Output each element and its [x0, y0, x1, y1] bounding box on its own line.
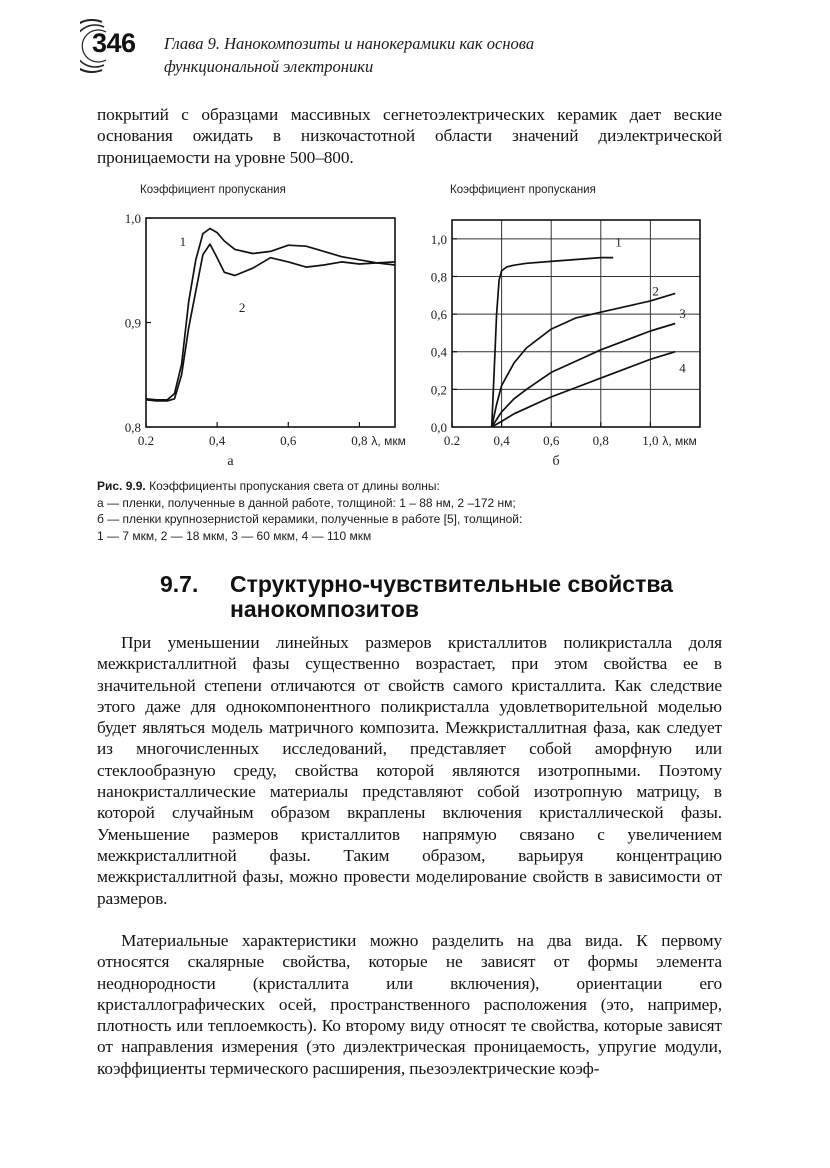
chapter-title-line2: функциональной электроники [164, 57, 374, 76]
chart-b-ytick-label: 0,6 [430, 307, 447, 323]
figure-caption [97, 478, 737, 544]
chart-b-ylabel: Коэффициент пропускания [450, 184, 596, 196]
section-title-line2: нанокомпозитов [230, 596, 419, 622]
chart-a-xtick-label: 0,4 [209, 433, 226, 448]
chart-a-series-1-line [146, 229, 395, 400]
chart-b-series-label-1: 1 [615, 234, 622, 250]
chart-a-ytick-label: 0,8 [124, 420, 141, 435]
chart-a-ytick-label: 1,0 [124, 211, 141, 226]
body-paragraph-2: Материальные характеристики можно разделить на два вида. К первому относятся скалярные свойства, которые не зависят от формы элемента неоднородности (кристаллита или включения), ориентации его кристаллографических осей, пространственного расположения (это, например, плотность или теплоемкость). Ко второму виду относят те свойства, которые зависят от направления измерения (это диэлектрическая проницаемость, упругие модули, коэффициенты термического расширения, пьезоэлектрические коэф- [97, 931, 722, 1078]
chart-a-frame [146, 218, 395, 427]
chart-b-xtick-label: 0,4 [493, 433, 510, 448]
chart-b-ytick-label: 0,0 [430, 420, 447, 435]
chart-a-series-label-1: 1 [179, 234, 187, 250]
caption-line-a: а — пленки, полученные в данной работе, толщиной: 1 – 88 нм, 2 –172 нм; [97, 495, 516, 510]
chart-a-xlabel: λ, мкм [371, 434, 406, 448]
chart-a-series-2-line [146, 244, 395, 401]
chart-b-series-1-line [492, 258, 614, 427]
chart-a-ylabel: Коэффициент пропускания [140, 184, 286, 196]
chart-a-xtick-label: 0,6 [280, 433, 297, 448]
chart-b-ytick-label: 1,0 [430, 231, 447, 247]
chart-b-panel-label: б [552, 454, 560, 469]
chapter-title-line1: Глава 9. Нанокомпозиты и нанокерамики как основа [164, 34, 535, 53]
chart-b-series-label-4: 4 [679, 360, 686, 376]
caption-line-b1: б — пленки крупнозернистой керамики, полученные в работе [5], толщиной: [97, 512, 523, 526]
chart-b-xtick-label: 0,8 [592, 433, 609, 448]
intro-paragraph: покрытий с образцами массивных сегнетоэлектрических керамик дает веские основания ожидать в низкочастотной области значений диэлектрической проницаемости на уровне 500–800. [97, 105, 722, 167]
figure-charts [0, 190, 830, 480]
chart-a-xtick-label: 0,8 [351, 433, 368, 448]
caption-title-line [97, 478, 737, 495]
chart-b-xtick-label: 0.2 [443, 433, 461, 448]
chart-b-series-label-3: 3 [679, 305, 686, 321]
section-title-line1: Структурно-чувствительные свойства [230, 571, 673, 597]
section-number: 9.7. [160, 571, 199, 597]
chart-a-series-label-2: 2 [238, 300, 246, 316]
chart-a-panel-label: а [227, 454, 234, 469]
chapter-title [164, 32, 534, 78]
section-heading [160, 572, 760, 622]
page-number: 346 [92, 28, 136, 58]
chart-b-ytick-label: 0,4 [430, 344, 447, 360]
chart-a-ytick-label: 0,9 [124, 315, 141, 331]
chart-b-xtick-label: 0,6 [543, 433, 560, 448]
caption-title: Коэффициенты пропускания света от длины волны: [149, 479, 440, 493]
chart-b-ytick-label: 0,8 [430, 269, 447, 285]
chart-b-frame [452, 220, 700, 427]
page-header [80, 18, 780, 78]
body-paragraph-1: При уменьшении линейных размеров кристаллитов поликристалла доля межкристаллитной фазы существенно возрастает, при этом свойства ее в значительной степени отличаются от свойств самого кристаллита. Как следствие этого даже для однокомпонентного поликристалла удовлетворительной моделью будет являться модель матричного композита. Межкристаллитная фаза, как следует из многочисленных исследований, представляет собой аморфную или стеклообразную среду, свойства которой являются изотропными. Поэтому нанокристаллические материалы представляют собой изотропную матрицу, в которой случайным образом вкраплены включения кристаллической фазы. Уменьшение размеров кристаллитов напрямую связано с увеличением межкристаллитной фазы. Таким образом, варьируя концентрацию межкристаллитной фазы, можно провести моделирование свойств в зависимости от размеров. [97, 633, 722, 908]
chart-b-series-label-2: 2 [652, 283, 659, 299]
chart-a-xtick-label: 0.2 [137, 433, 155, 448]
chart-b-xlabel: λ, мкм [662, 434, 697, 448]
caption-line-b2: 1 — 7 мкм, 2 — 18 мкм, 3 — 60 мкм, 4 — 110 мкм [97, 528, 372, 543]
caption-fig-label: Рис. 9.9. [97, 479, 146, 493]
chart-b-xtick-label: 1,0 [642, 433, 659, 448]
chart-b-ytick-label: 0,2 [430, 382, 447, 398]
